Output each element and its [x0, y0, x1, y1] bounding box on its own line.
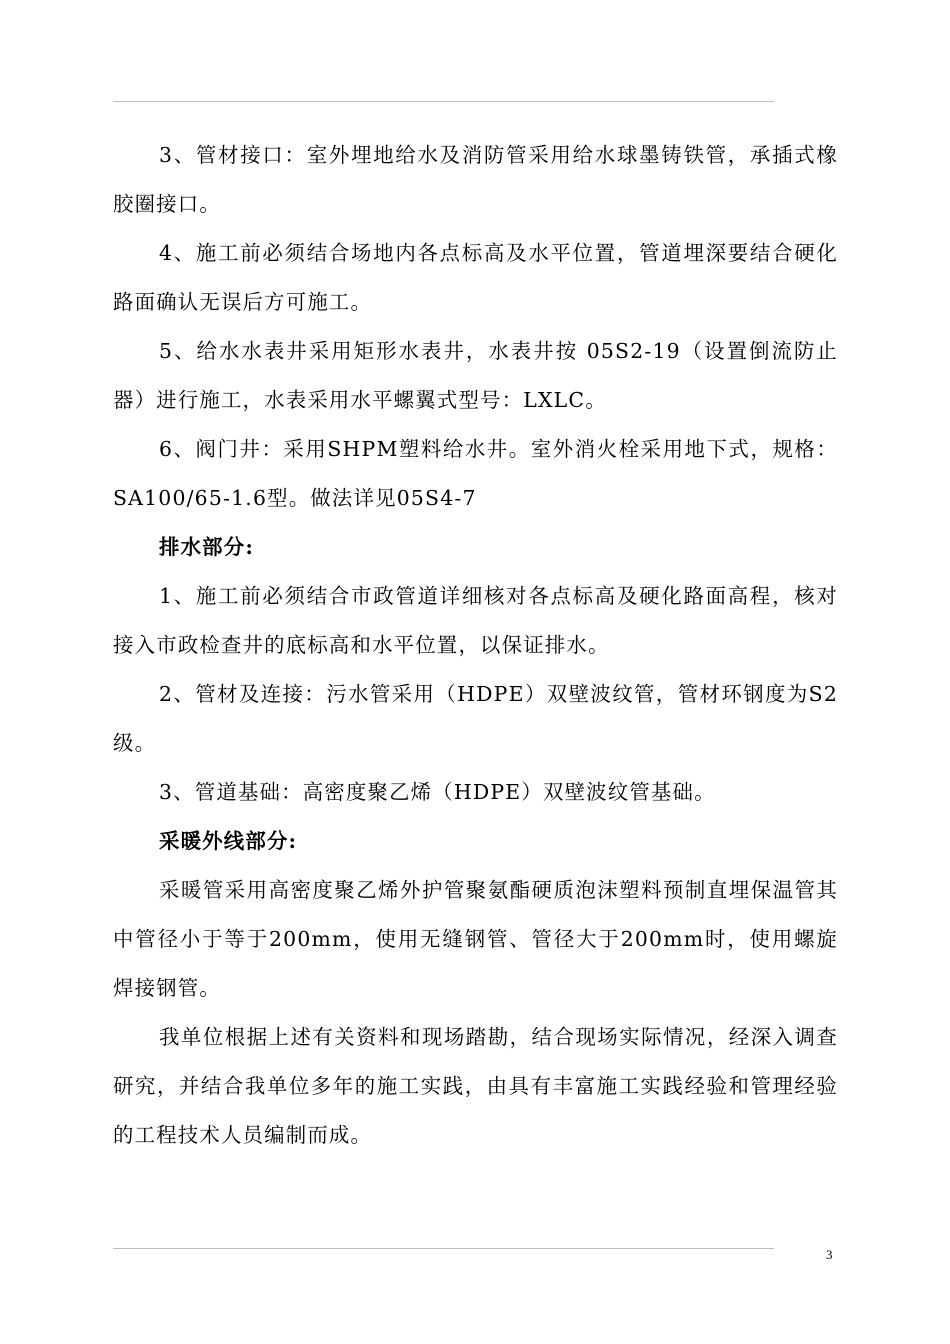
heading-drainage: 排水部分:	[159, 535, 255, 559]
heading-heating: 采暖外线部分:	[159, 829, 298, 853]
paragraph-drainage-foundation: 3、管道基础：高密度聚乙烯（HDPE）双壁波纹管基础。	[159, 780, 716, 804]
paragraph-pipe-joints: 3、管材接口：室外埋地给水及消防管采用给水球墨铸铁管，承插式橡胶圈接口。	[113, 143, 838, 216]
paragraph-drainage-pipe: 2、管材及连接：污水管采用（HDPE）双壁波纹管，管材环钢度为S2级。	[113, 682, 838, 755]
paragraph-conclusion: 我单位根据上述有关资料和现场踏勘，结合现场实际情况，经深入调查研究，并结合我单位多年的施工实践，由具有丰富施工实践经验和管理经验的工程技术人员编制而成。	[113, 1025, 838, 1147]
paragraph-site-elevation: 4、施工前必须结合场地内各点标高及水平位置，管道埋深要结合硬化路面确认无误后方可施工。	[113, 241, 838, 314]
paragraph-drainage-check: 1、施工前必须结合市政管道详细核对各点标高及硬化路面高程，核对接入市政检查井的底标高和水平位置，以保证排水。	[113, 584, 838, 657]
paragraph-water-meter-well: 5、给水水表井采用矩形水表井，水表井按 05S2-19（设置倒流防止器）进行施工，水表采用水平螺翼式型号：LXLC。	[113, 339, 838, 412]
page-number: 3	[826, 1247, 833, 1262]
document-body	[113, 131, 838, 1160]
paragraph-valve-well: 6、阀门井：采用SHPM塑料给水井。室外消火栓采用地下式，规格：SA100/65-1.6型。做法详见05S4-7	[113, 437, 838, 510]
header-divider	[113, 101, 774, 102]
footer-divider	[113, 1248, 774, 1249]
paragraph-heating-pipe: 采暖管采用高密度聚乙烯外护管聚氨酯硬质泡沫塑料预制直埋保温管其中管径小于等于200mm，使用无缝钢管、管径大于200mm时，使用螺旋焊接钢管。	[113, 878, 838, 1000]
